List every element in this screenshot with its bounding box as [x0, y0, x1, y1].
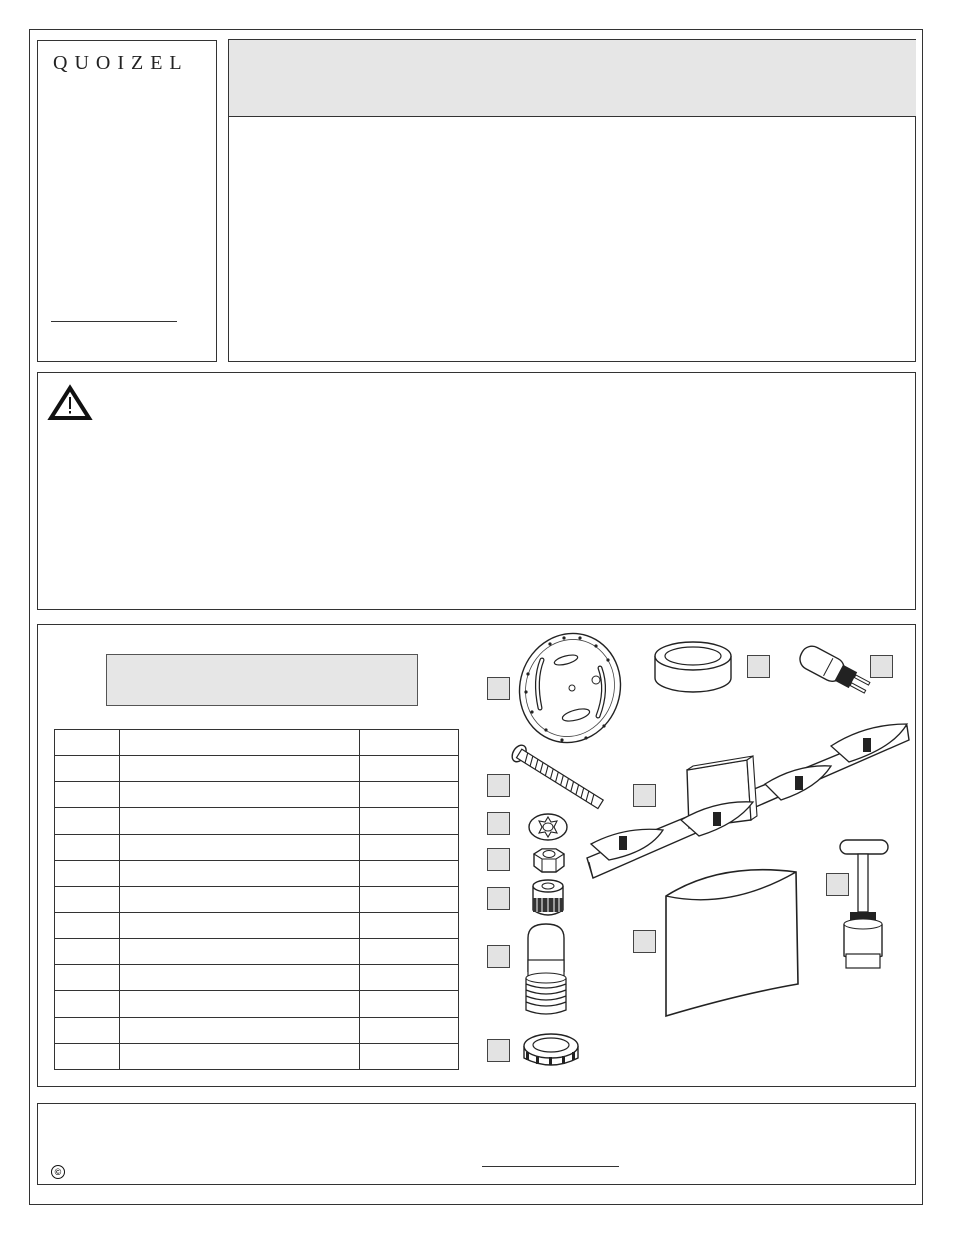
part-tag: [487, 812, 510, 835]
warning-triangle-icon: [49, 386, 91, 420]
table-row: [55, 1017, 459, 1043]
tape-roll-icon: [653, 640, 733, 696]
part-tag: [487, 677, 510, 700]
star-washer-icon: [527, 812, 569, 842]
table-row: [55, 834, 459, 860]
table-row: [55, 730, 459, 756]
warning-panel: [37, 372, 916, 610]
brand-rule: [51, 321, 177, 322]
table-row: [55, 860, 459, 886]
brand-logo: QUOIZEL: [53, 52, 189, 74]
copyright-mark: ©: [51, 1165, 65, 1179]
lamp-holder-icon: [838, 836, 896, 978]
part-tag: [487, 887, 510, 910]
table-row: [55, 965, 459, 991]
title-bar: [229, 40, 916, 117]
part-tag: [487, 945, 510, 968]
table-row: [55, 808, 459, 834]
table-row: [55, 756, 459, 782]
table-row: [55, 991, 459, 1017]
table-row: [55, 782, 459, 808]
lock-ring-icon: [522, 1028, 580, 1072]
brand-panel: [37, 40, 217, 362]
glass-shade-icon: [660, 866, 804, 1020]
socket-icon: [520, 922, 572, 1018]
footer-panel: [37, 1103, 916, 1185]
bulb-icon: [790, 640, 876, 698]
hex-nut-icon: [528, 846, 568, 876]
knurled-nut-icon: [528, 878, 568, 920]
table-row: [55, 886, 459, 912]
part-tag: [633, 930, 656, 953]
part-tag: [747, 655, 770, 678]
part-tag: [487, 848, 510, 871]
parts-heading-box: [106, 654, 418, 706]
table-row: [55, 912, 459, 938]
part-tag: [487, 1039, 510, 1062]
part-tag: [487, 774, 510, 797]
table-row: [55, 939, 459, 965]
parts-table: [54, 729, 459, 1070]
table-row: [55, 1043, 459, 1069]
footer-rule: [482, 1166, 619, 1167]
